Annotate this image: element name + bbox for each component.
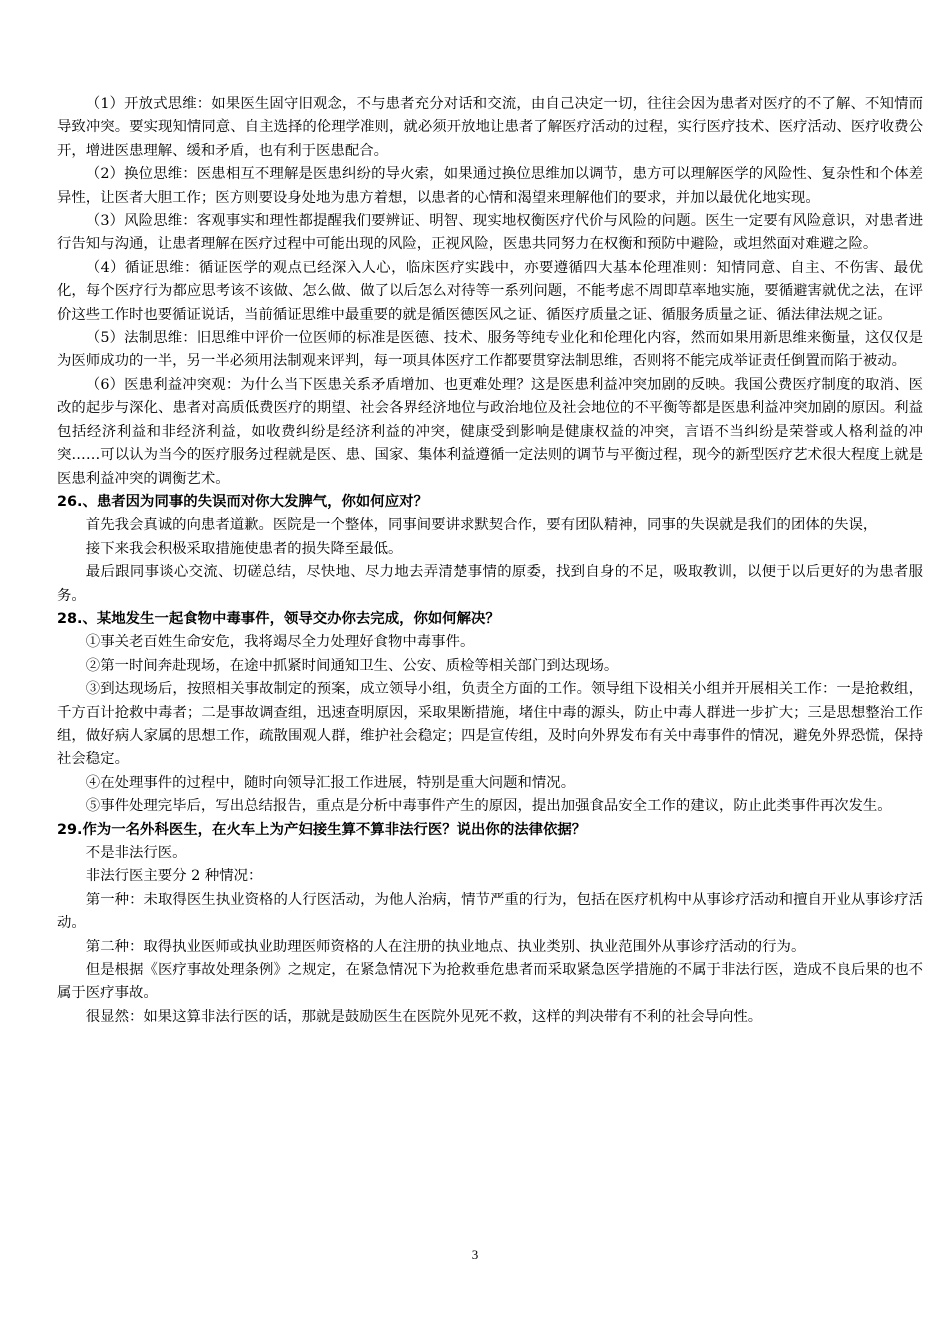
paragraph: 但是根据《医疗事故处理条例》之规定，在紧急情况下为抢救垂危患者而采取紧急医学措施的不属于非法行医，造成不良后果的也不属于医疗事故。 xyxy=(57,962,923,1002)
paragraph: （3）风险思维：客观事实和理性都提醒我们要辨证、明智、现实地权衡医疗代价与风险的问题。医生一定要有风险意识，对患者进行告知与沟通，让患者理解在医疗过程中可能出现的风险，正视风险，医患共同努力在权衡和预防中避险，或坦然面对难避之险。 xyxy=(57,213,923,253)
paragraph: ②第一时间奔赴现场，在途中抓紧时间通知卫生、公安、质检等相关部门到达现场。 xyxy=(85,657,619,674)
paragraph: （4）循证思维：循证医学的观点已经深入人心，临床医疗实践中，亦要遵循四大基本伦理准则：知情同意、自主、不伤害、最优化，每个医疗行为都应思考该不该做、怎么做、做了以后怎么对待等一系列问题，不能考虑不周即草率地实施，要循避害就优之法，在评价这些工作时也要循证说话，当前循证思维中最重要的就是循医德医风之证、循医疗质量之证、循服务质量之证、循法律法规之证。 xyxy=(57,259,923,323)
paragraph: 第一种：未取得医生执业资格的人行医活动，为他人治病，情节严重的行为，包括在医疗机构中从事诊疗活动和擅自开业从事诊疗活动。 xyxy=(57,891,923,932)
paragraph: 非法行医主要分 2 种情况： xyxy=(85,868,263,885)
paragraph: ③到达现场后，按照相关事故制定的预案，成立领导小组，负责全方面的工作。领导组下设相关小组并开展相关工作：一是抢救组，千方百计抢救中毒者；二是事故调查组，迅速查明原因，采取果断措施，堵住中毒的源头，防止中毒人群进一步扩大；三是思想整治工作组，做好病人家属的思想工作，疏散围观人群，维护社会稳定；四是宣传组，及时向外界发布有关中毒事件的情况，避免外界恐慌，保持社会稳定。 xyxy=(57,681,923,768)
paragraph: 不是非法行医。 xyxy=(85,845,187,861)
question-heading: 26.、患者因为同事的失误而对你大发脾气，你如何应对？ xyxy=(57,493,428,510)
paragraph: 接下来我会积极采取措施使患者的损失降至最低。 xyxy=(85,540,403,557)
paragraph: ⑤事件处理完毕后，写出总结报告，重点是分析中毒事件产生的原因，提出加强食品安全工作的建议，防止此类事件再次发生。 xyxy=(85,798,892,815)
page-number: 3 xyxy=(471,1247,479,1262)
document-page xyxy=(57,93,923,1029)
paragraph: （5）法制思维：旧思维中评价一位医师的标准是医德、技术、服务等纯专业化和伦理化内容，然而如果用新思维来衡量，这仅仅是为医师成功的一半，另一半必须用法制观来评判，每一项具体医疗工作都要贯穿法制思维，否则将不能完成举证责任倒置而陷于被动。 xyxy=(57,330,923,370)
paragraph: 首先我会真诚的向患者道歉。医院是一个整体，同事间要讲求默契合作，要有团队精神，同事的失误就是我们的团体的失误， xyxy=(85,517,878,534)
question-heading: 29.作为一名外科医生，在火车上为产妇接生算不算非法行医？说出你的法律依据？ xyxy=(57,821,587,838)
paragraph: （6）医患利益冲突观：为什么当下医患关系矛盾增加、也更难处理？这是医患利益冲突加剧的反映。我国公费医疗制度的取消、医改的起步与深化、患者对高质低费医疗的期望、社会各界经济地位与政治地位及社会地位的不平衡等都是医患利益冲突加剧的原因。利益包括经济利益和非经济利益，如收费纠纷是经济利益的冲突，健康受到影响是健康权益的冲突，言语不当纠纷是荣誉或人格利益的冲突……可以认为当今的医疗服务过程就是医、患、国家、集体利益遵循一定法则的调节与平衡过程，现今的新型医疗艺术很大程度上就是医患利益冲突的调衡艺术。 xyxy=(57,376,923,487)
question-heading: 28.、某地发生一起食物中毒事件，领导交办你去完成，你如何解决？ xyxy=(57,610,500,627)
paragraph: ④在处理事件的过程中，随时向领导汇报工作进展，特别是重大问题和情况。 xyxy=(85,774,576,791)
paragraph: ①事关老百姓生命安危，我将竭尽全力处理好食物中毒事件。 xyxy=(85,634,475,651)
paragraph: （1）开放式思维：如果医生固守旧观念，不与患者充分对话和交流，由自己决定一切，往往会因为患者对医疗的不了解、不知情而导致冲突。要实现知情同意、自主选择的伦理学准则，就必须开放地让患者了解医疗活动的过程，实行医疗技术、医疗活动、医疗收费公开，增进医患理解、缓和矛盾，也有利于医患配合。 xyxy=(57,96,923,159)
paragraph: （2）换位思维：医患相互不理解是医患纠纷的导火索，如果通过换位思维加以调节，患方可以理解医学的风险性、复杂性和个体差异性，让医者大胆工作；医方则要设身处地为患方着想，以患者的心情和渴望来理解他们的要求，并加以最优化地实现。 xyxy=(57,166,923,206)
paragraph: 最后跟同事谈心交流、切磋总结，尽快地、尽力地去弄清楚事情的原委，找到自身的不足，吸取教训，以便于以后更好的为患者服务。 xyxy=(57,564,923,604)
paragraph: 第二种：取得执业医师或执业助理医师资格的人在注册的执业地点、执业类别、执业范围外从事诊疗活动的行为。 xyxy=(85,938,806,955)
paragraph: 很显然：如果这算非法行医的话，那就是鼓励医生在医院外见死不救，这样的判决带有不利的社会导向性。 xyxy=(85,1008,763,1025)
